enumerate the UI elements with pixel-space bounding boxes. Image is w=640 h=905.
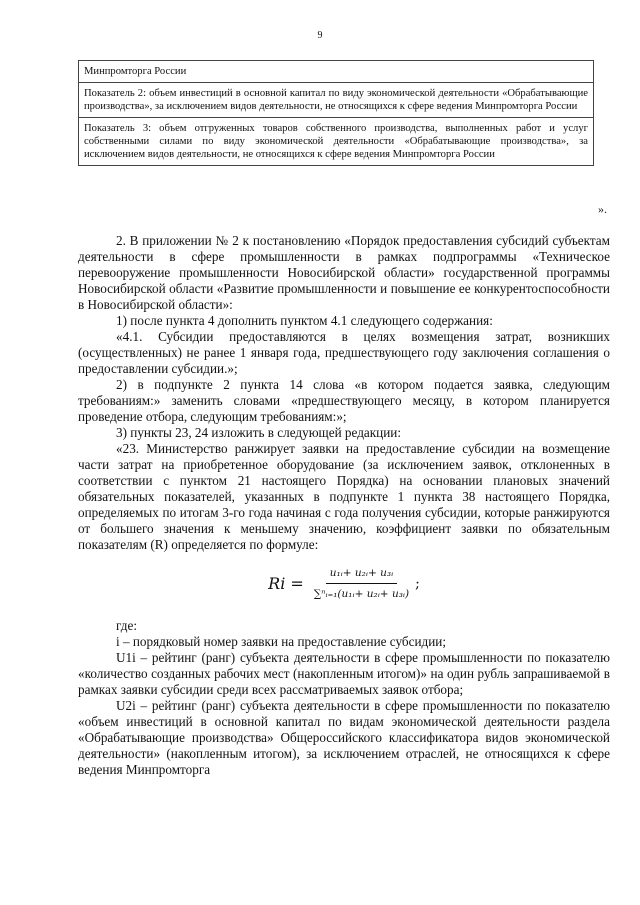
- paragraph-def-u1i: U1i – рейтинг (ранг) субъекта деятельности в сфере промышленности по показателю «количество созданных рабочих мест (накопленным итогом)» на один рубль запрашиваемой в рамках заявки субсидии среди всех рассматриваемых заявок отбора;: [78, 650, 610, 697]
- paragraph-amendment-2: 2. В приложении № 2 к постановлению «Порядок предоставления субсидий субъектам деятельности в сфере промышленности в рамках подпрограммы «Техническое перевооружение промышленности Новосибирской области» государственной программы Новосибирской области «Развитие промышленности и повышение ее конкурентоспособности в Новосибирской области»:: [78, 233, 610, 312]
- paragraph-def-i: i – порядковый номер заявки на предоставление субсидии;: [116, 634, 447, 649]
- paragraph-item-2: 2) в подпункте 2 пункта 14 слова «в котором подается заявка, следующим требованиям:» заменить словами «предшествующего месяцу, в котором планируется проведение отбора, следующим требованиям:»;: [78, 377, 610, 424]
- table-row: Показатель 3: объем отгруженных товаров собственного производства, выполненных работ и услуг собственными силами по виду экономической деятельности «Обрабатывающие производства», за исключением видов деятельности, не относящихся к сфере ведения Минпромторга России: [79, 117, 593, 165]
- body-text: [78, 233, 610, 778]
- paragraph-clause-23: «23. Министерство ранжирует заявки на предоставление субсидии на возмещение части затрат на приобретенное оборудование (за исключением заявок, отклоненных в соответствии с пунктом 21 настоящего Порядка) на основании плановых значений обязательных показателей, указанных в подпункте 1 пункта 38 настоящего Порядка, определяемых по итогам 3-го года начиная с года получения субсидии, которые ранжируются от большего значения к меньшему значению, коэффициент заявки по обязательным показателям (R) определяется по формуле:: [78, 441, 610, 552]
- formula-lhs: Ri =: [268, 573, 304, 593]
- formula-terminator: ;: [415, 575, 420, 592]
- table-closing-quote: ».: [598, 202, 607, 216]
- formula-fraction: [310, 565, 413, 602]
- table-row: Показатель 2: объем инвестиций в основной капитал по виду экономической деятельности «Обрабатывающие производства», за исключением видов деятельности, не относящихся к сфере ведения Минпромторга России: [79, 82, 593, 117]
- table-row: Минпромторга России: [84, 66, 187, 77]
- indicators-table: [78, 60, 594, 166]
- ranking-formula: [78, 565, 610, 602]
- paragraph-def-u2i: U2i – рейтинг (ранг) субъекта деятельности в сфере промышленности по показателю «объем инвестиций в основной капитал по видам экономической деятельности раздела «Обрабатывающие производства» Общероссийского классификатора видов экономической деятельности» (накопленным итогом), за исключением отраслей, не относящихся к сфере ведения Минпромторга: [78, 698, 610, 777]
- formula-denominator: ∑ⁿᵢ₌₁(u₁ᵢ+ u₂ᵢ+ u₃ᵢ): [313, 588, 410, 600]
- paragraph-clause-4-1: «4.1. Субсидии предоставляются в целях возмещения затрат, возникших (осуществленных) не ранее 1 января года, предшествующего году заключения соглашения о предоставлении субсидии.»;: [78, 329, 610, 376]
- paragraph-item-3: 3) пункты 23, 24 изложить в следующей редакции:: [116, 425, 401, 440]
- page-number: 9: [317, 30, 323, 41]
- formula-numerator: u₁ᵢ+ u₂ᵢ+ u₃ᵢ: [326, 565, 398, 584]
- paragraph-where: где:: [116, 618, 137, 633]
- paragraph-item-1: 1) после пункта 4 дополнить пунктом 4.1 следующего содержания:: [116, 313, 493, 328]
